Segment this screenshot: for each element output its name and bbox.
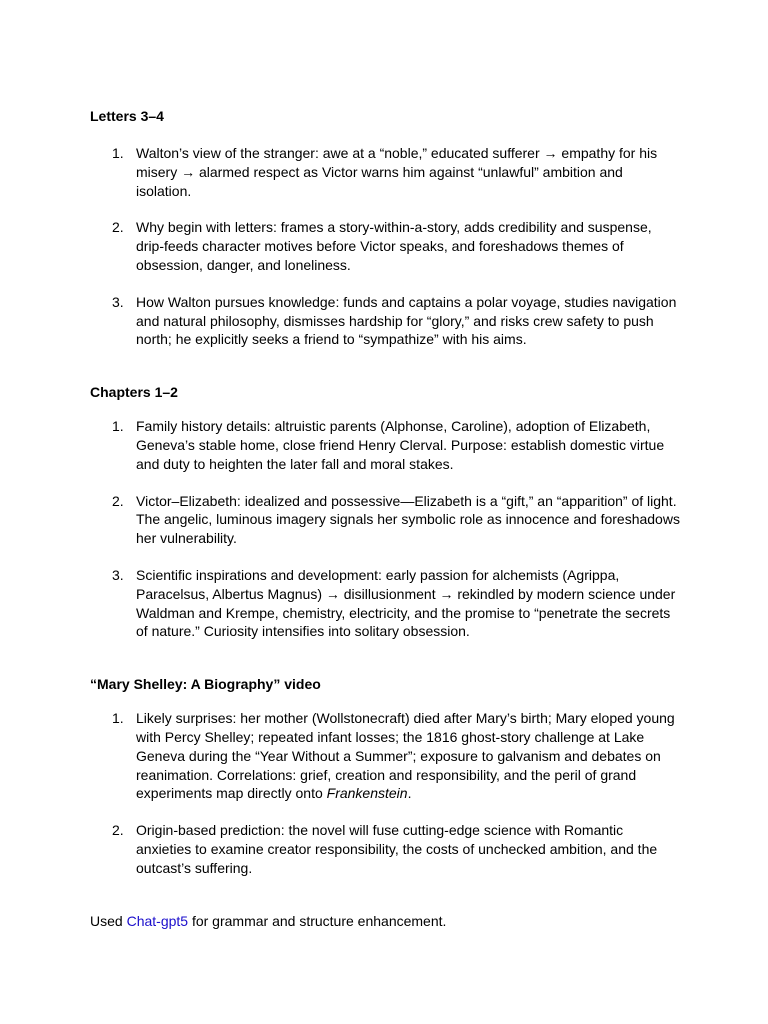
section-heading-letters: Letters 3–4 xyxy=(90,108,164,124)
list-item xyxy=(90,144,680,200)
list-item xyxy=(90,293,680,349)
list-item-text: Victor–Elizabeth: idealized and possessive—Elizabeth is a “gift,” an “apparition” of light. The angelic, luminous imagery signals her symbolic role as innocence and foreshadows her vulnerability. xyxy=(136,492,680,547)
list-item xyxy=(90,821,680,877)
list-number: 1. xyxy=(112,418,124,435)
footer-prefix: Used xyxy=(90,912,127,929)
list-number: 1. xyxy=(112,145,124,161)
list-item xyxy=(90,709,680,803)
footer-note xyxy=(90,912,680,931)
list-item-text: Why begin with letters: frames a story-within-a-story, adds credibility and suspense, drip-feeds character motives before Victor speaks, and foreshadows themes of obsession, danger, and loneliness. xyxy=(136,219,652,273)
list-item-text: Family history details: altruistic parents (Alphonse, Caroline), adoption of Elizabeth, Geneva’s stable home, close friend Henry Clerval. Purpose: establish domestic virtue and duty to heighten the later fall and moral stakes. xyxy=(136,418,665,472)
book-title-emphasis: Frankenstein xyxy=(326,785,408,802)
list-item-text: Likely surprises: her mother (Wollstonecraft) died after Mary’s birth; Mary eloped young with Percy Shelley; repeated infant losses; the 1816 ghost-story challenge at Lake Geneva during the “Year Without a Summer”; exposure to galvanism and debates on reanimation. Correlations: grief, creation and responsibility, and the peril of grand experiments map directly onto xyxy=(136,710,675,802)
letters-list xyxy=(90,144,680,349)
list-number: 2. xyxy=(112,492,124,509)
document-page xyxy=(90,107,680,930)
chapters-list xyxy=(90,417,680,641)
chat-gpt-link[interactable]: Chat-gpt5 xyxy=(126,912,189,929)
list-number: 3. xyxy=(112,566,124,583)
list-item-text: Walton’s view of the stranger: awe at a “noble,” educated sufferer → empathy for his misery → alarmed respect as Victor warns him against “unlawful” ambition and isolation. xyxy=(136,145,658,199)
section-heading-chapters: Chapters 1–2 xyxy=(90,384,178,401)
list-item-text: Origin-based prediction: the novel will fuse cutting-edge science with Romantic anxieties to examine creator responsibility, the costs of unchecked ambition, and the outcast’s suffering. xyxy=(136,822,658,876)
list-item-text: Scientific inspirations and development: early passion for alchemists (Agrippa, Paracelsus, Albertus Magnus) → disillusionment → rekindled by modern science under Waldman and Krempe, chemistry, electricity, and the promise to “penetrate the secrets of nature.” Curiosity intensifies into solitary obsession. xyxy=(136,566,676,640)
footer-suffix: for grammar and structure enhancement. xyxy=(188,912,447,929)
list-item xyxy=(90,218,680,274)
list-number: 2. xyxy=(112,822,124,839)
list-number: 2. xyxy=(112,219,124,236)
section-heading-video: “Mary Shelley: A Biography” video xyxy=(90,676,321,693)
list-number: 1. xyxy=(112,710,124,727)
list-item-text: How Walton pursues knowledge: funds and captains a polar voyage, studies navigation and natural philosophy, dismisses hardship for “glory,” and risks crew safety to push north; he explicitly seeks a friend to “sympathize” with his aims. xyxy=(136,293,677,348)
list-number: 3. xyxy=(112,293,124,310)
list-item xyxy=(90,417,680,473)
list-item xyxy=(90,566,680,641)
list-item xyxy=(90,492,680,548)
list-item-tail: . xyxy=(407,785,412,802)
video-list xyxy=(90,709,680,877)
